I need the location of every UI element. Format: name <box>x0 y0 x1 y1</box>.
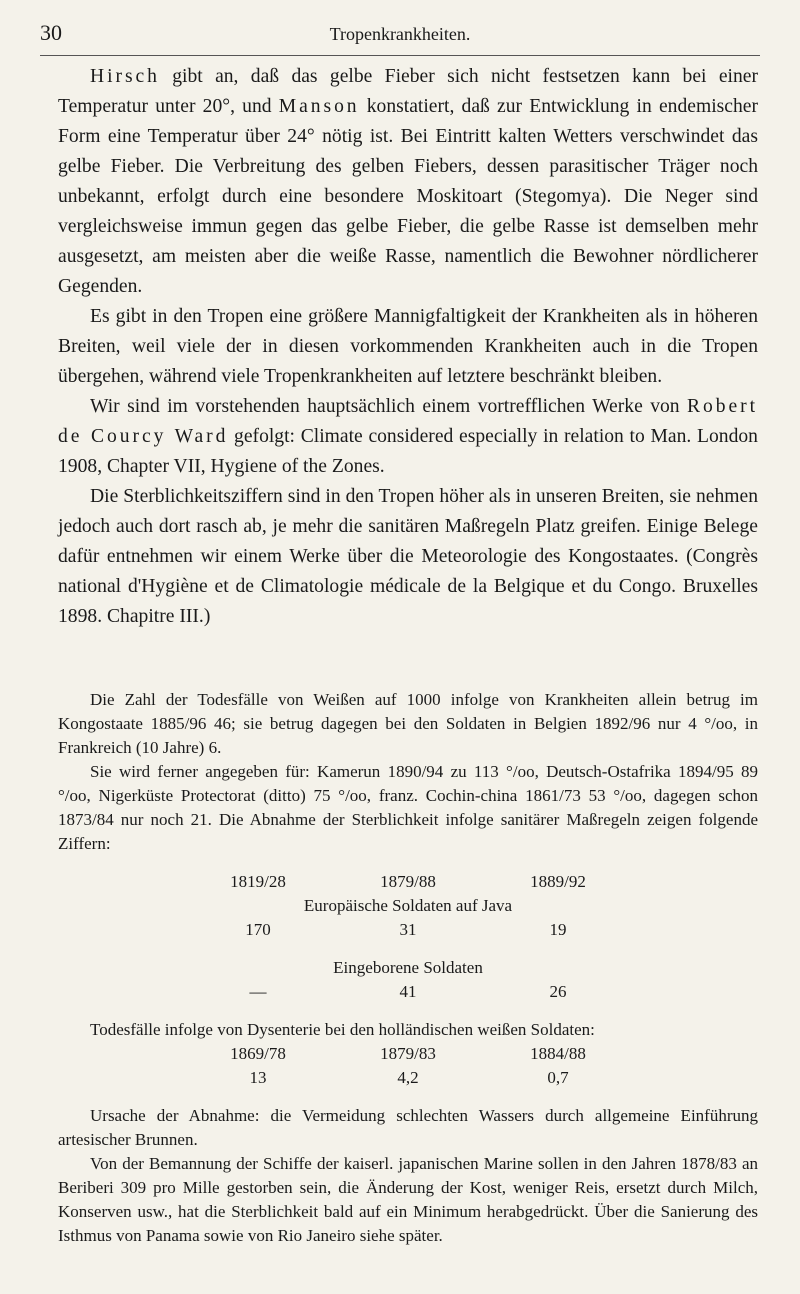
table-cell: 170 <box>245 920 271 939</box>
table-cell: 1884/88 <box>530 1044 586 1063</box>
table-cell: 1819/28 <box>230 872 286 891</box>
table-cell: 26 <box>549 982 567 1001</box>
table-cell: 1879/88 <box>380 872 436 891</box>
dysentery-table <box>58 1042 758 1090</box>
author-ward: Robert de Courcy Ward <box>58 396 758 447</box>
page-header <box>40 20 760 50</box>
table-cell: 0,7 <box>547 1068 569 1087</box>
table-row <box>58 980 758 1004</box>
table-cell: 31 <box>399 920 417 939</box>
table-cell: 13 <box>249 1068 267 1087</box>
table-cell: 4,2 <box>397 1068 419 1087</box>
table-group-label: Europäische Soldaten auf Java <box>303 896 513 915</box>
running-title: Tropenkrankheiten. <box>329 24 471 44</box>
table-cell: 19 <box>549 920 567 939</box>
table-group-label: Eingeborene Soldaten <box>333 958 483 977</box>
small-paragraph-3: Todesfälle infolge von Dysenterie bei den holländischen weißen Soldaten: <box>90 1020 595 1039</box>
paragraph-4: Die Sterblichkeitsziffern sind in den Tropen höher als in unseren Breiten, sie nehmen jedoch auch dort rasch ab, je mehr die sanitären Maßregeln Platz greifen. Einige Belege dafür entnehmen wir einem Werke über die Meteorologie des Kongostaates. (Congrès national d'Hygiène et de Climatologie médicale de la Belgique et du Congo. Bruxelles 1898. Chapitre III.) <box>58 486 758 627</box>
small-paragraph-5: Von der Bemannung der Schiffe der kaiserl. japanischen Marine sollen in den Jahren 1878/83 an Beriberi 309 pro Mille gestorben sein, die Änderung der Kost, weniger Reis, ersetzt durch Milch, Konserven usw., hat die Sterblichkeit bald auf ein Minimum herabgedrückt. Über die Sanierung des Isthmus von Panama sowie von Rio Janeiro siehe später. <box>58 1154 758 1245</box>
table-row <box>58 1066 758 1090</box>
table-cell: 1889/92 <box>530 872 586 891</box>
author-hirsch: Hirsch <box>90 66 160 87</box>
paragraph-1: Hirsch gibt an, daß das gelbe Fieber sich nicht festsetzen kann bei einer Temperatur unter 20°, und Manson konstatiert, daß zur Entwicklung in endemischer Form eine Temperatur über 24° nötig ist. Bei Eintritt kalten Wetters verschwindet das gelbe Fieber. Die Verbreitung des gelben Fiebers, dessen parasitischer Träger noch unbekannt, erfolgt durch eine besondere Moskitoart (Stegomya). Die Neger sind vergleichsweise immun gegen das gelbe Fieber, die gelbe Rasse ist demselben mehr ausgesetzt, am meisten aber die weiße Rasse, namentlich die Bewohner nördlicherer Gegenden. <box>58 66 758 297</box>
paragraph-3: Wir sind im vorstehenden hauptsächlich einem vortrefflichen Werke von Robert de Courcy Ward gefolgt: Climate considered especially in relation to Man. London 1908, Chapter VII, Hygiene of the Zones. <box>58 396 758 477</box>
table-cell: — <box>249 982 267 1001</box>
header-rule <box>40 55 760 56</box>
small-print-section <box>58 688 758 1248</box>
table-row <box>58 918 758 942</box>
small-paragraph-2: Sie wird ferner angegeben für: Kamerun 1890/94 zu 113 °/oo, Deutsch-Ostafrika 1894/95 89 °/oo, Nigerküste Protectorat (ditto) 75 °/oo, franz. Cochin-china 1861/73 53 °/oo, dagegen schon 1873/84 nur noch 21. Die Abnahme der Sterblichkeit infolge sanitärer Maßregeln zeigen folgende Ziffern: <box>58 762 758 853</box>
table-cell: 1869/78 <box>230 1044 286 1063</box>
table-cell: 1879/83 <box>380 1044 436 1063</box>
paragraph-2: Es gibt in den Tropen eine größere Mannigfaltigkeit der Krankheiten als in höheren Breiten, weil viele der in diesen vorkommenden Krankheiten auch in die Tropen übergehen, während viele Tropenkrankheiten auf letztere beschränkt bleiben. <box>58 306 758 387</box>
small-paragraph-1: Die Zahl der Todesfälle von Weißen auf 1000 infolge von Krankheiten allein betrug im Kongostaate 1885/96 46; sie betrug dagegen bei den Soldaten in Belgien 1892/96 nur 4 °/oo, in Frankreich (10 Jahre) 6. <box>58 690 758 757</box>
author-manson: Manson <box>278 96 360 117</box>
mortality-table <box>58 870 758 1004</box>
page-number: 30 <box>40 20 62 45</box>
table-row-years <box>58 870 758 894</box>
table-cell: 41 <box>399 982 417 1001</box>
main-text <box>58 62 758 632</box>
small-paragraph-4: Ursache der Abnahme: die Vermeidung schlechten Wassers durch allgemeine Einführung artesischer Brunnen. <box>58 1106 758 1149</box>
table-row-years <box>58 1042 758 1066</box>
